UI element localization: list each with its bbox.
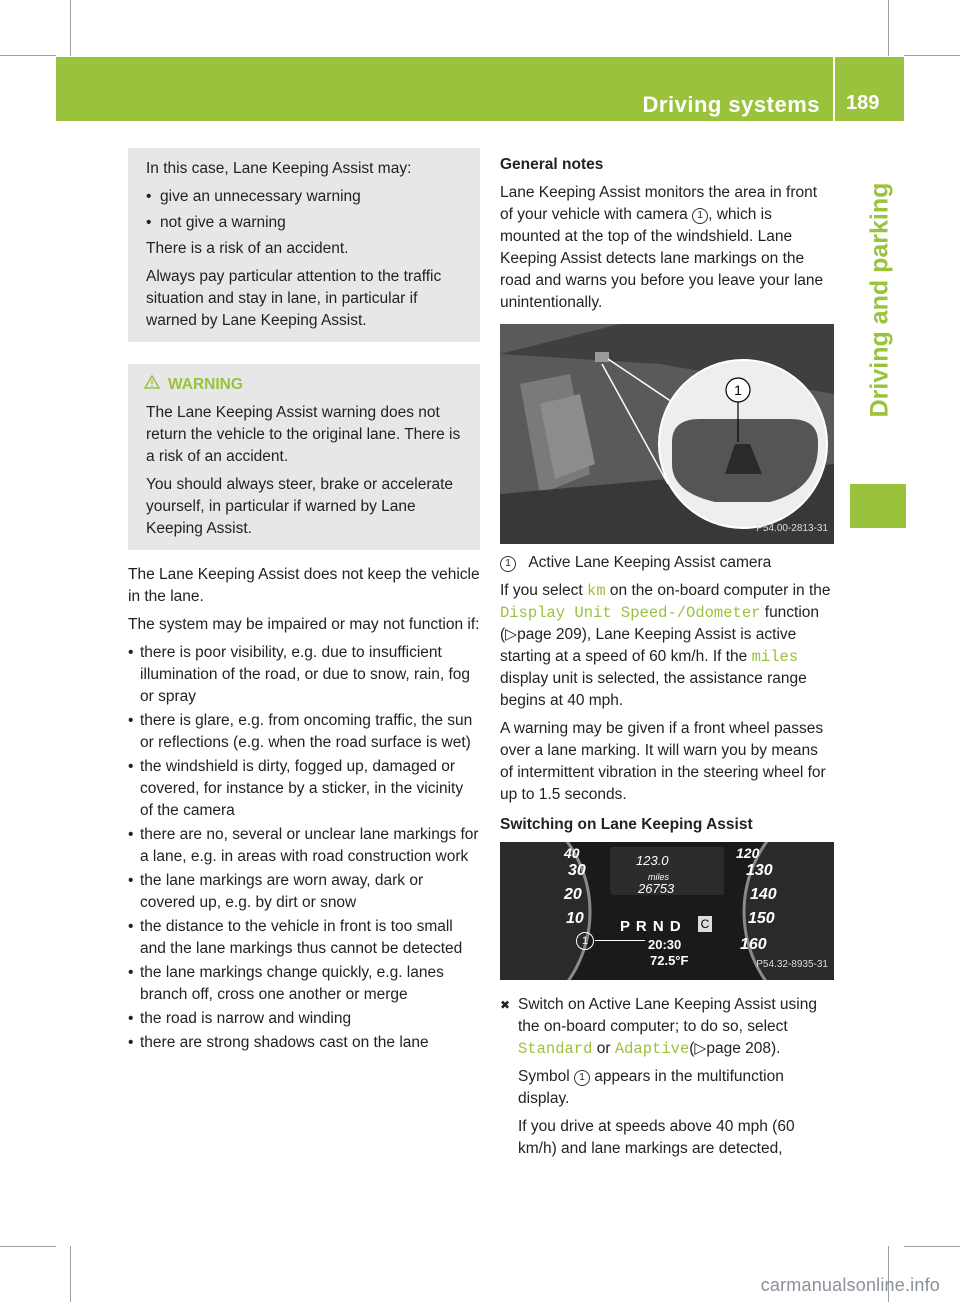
box-bullet-list [146, 186, 468, 234]
list-item: • there are strong shadows cast on the lane [128, 1032, 480, 1054]
gear-box: C [698, 916, 712, 932]
scale-label: 40 [564, 845, 580, 861]
list-item: • the lane markings are worn away, dark or covered up, e.g. by dirt or snow [128, 870, 480, 914]
general-notes-heading: General notes [500, 156, 604, 173]
text-span: Switch on Active Lane Keeping Assist using the on-board computer; to do so, select [518, 996, 817, 1035]
paragraph [500, 580, 834, 712]
image-code: P54.00-2813-31 [756, 523, 828, 534]
callout-line [595, 940, 645, 941]
box-advice: Always pay particular attention to the traffic situation and stay in lane, in particular if warned by Lane Keeping Assist. [146, 268, 442, 329]
box-intro: In this case, Lane Keeping Assist may: [146, 160, 412, 177]
display-km: km [587, 582, 606, 600]
svg-text:1: 1 [734, 382, 742, 398]
cluster-image [500, 842, 834, 980]
page-ref-triangle-icon: ▷ [694, 1040, 707, 1057]
page-ref-triangle-icon: ▷ [505, 626, 518, 643]
list-item: • the distance to the vehicle in front is too small and the lane markings thus cannot be detected [128, 916, 480, 960]
text-span: , which is mounted at the top of the windshield. Lane Keeping Assist detects lane markings on the road and warns you before you leave your lane unintentionally. [500, 206, 824, 311]
text-span: display unit is selected, the assistance range begins at 40 mph. [500, 670, 807, 709]
text-span: ( [689, 1040, 695, 1057]
paragraph: If you drive at speeds above 40 mph (60 km/h) and lane markings are detected, [518, 1118, 795, 1157]
image-code: P54.32-8935-31 [756, 959, 828, 970]
trip-value: 123.0 [636, 853, 669, 868]
warning-box [128, 364, 480, 550]
miles-label: miles [648, 872, 670, 882]
crop-mark [0, 1246, 56, 1247]
display-miles: miles [751, 648, 799, 666]
scale-label: 120 [736, 845, 760, 861]
temp-display: 72.5°F [650, 953, 689, 968]
list-item: • the road is narrow and winding [128, 1008, 480, 1030]
scale-label: 10 [566, 910, 584, 927]
limitations-list [128, 642, 480, 1054]
camera-illustration [500, 324, 834, 544]
text-span: page 208). [706, 1040, 781, 1057]
paragraph [500, 1066, 834, 1110]
section-title: Driving systems [642, 92, 820, 117]
text-span: function ( [500, 604, 820, 643]
switching-heading: Switching on Lane Keeping Assist [500, 816, 753, 833]
display-unit-menu: Display Unit Speed-/Odometer [500, 604, 761, 622]
header-separator [833, 57, 835, 121]
text-span: Lane Keeping Assist monitors the area in front of your vehicle with camera [500, 184, 818, 223]
list-item: • the windshield is dirty, fogged up, damaged or covered, for instance by a sticker, in the vicinity of the camera [128, 756, 480, 822]
warning-title: WARNING [168, 376, 243, 393]
paragraph: A warning may be given if a front wheel passes over a lane marking. It will warn you by means of intermittent vibration in the steering wheel for up to 1.5 seconds. [500, 720, 826, 803]
paragraph: The system may be impaired or may not function if: [128, 616, 480, 633]
callout-1-icon: 1 [574, 1070, 590, 1086]
list-item: • there is poor visibility, e.g. due to insufficient illumination of the road, or due to snow, rain, fog or spray [128, 642, 480, 708]
scale-label: 130 [746, 862, 773, 879]
camera-image [500, 324, 834, 544]
list-item: • the lane markings change quickly, e.g. lanes branch off, cross one another or merge [128, 962, 480, 1006]
text-span: on the on-board computer in the [605, 582, 831, 599]
note-box [128, 148, 480, 342]
scale-label: 30 [568, 862, 586, 879]
warning-heading [146, 374, 468, 396]
list-item: • give an unnecessary warning [146, 186, 468, 208]
list-item: • there is glare, e.g. from oncoming traffic, the sun or reflections (e.g. when the road surface is wet) [128, 710, 480, 754]
image-caption [500, 552, 834, 574]
crop-mark [904, 1246, 960, 1247]
crop-mark [888, 0, 889, 56]
warning-text: The Lane Keeping Assist warning does not return the vehicle to the original lane. There is a risk of an accident. [146, 404, 461, 465]
caption-text: Active Lane Keeping Assist camera [528, 554, 772, 571]
paragraph [500, 182, 834, 314]
list-item: • not give a warning [146, 212, 468, 234]
callout-1-icon: 1 [500, 556, 516, 572]
scale-label: 150 [748, 910, 775, 927]
scale-label: 20 [564, 886, 582, 903]
paragraph: The Lane Keeping Assist does not keep the vehicle in the lane. [128, 566, 480, 605]
side-tab-label: Driving and parking [865, 182, 894, 418]
crop-mark [0, 55, 56, 56]
scale-label: 160 [740, 936, 767, 953]
callout-1-icon: 1 [576, 932, 594, 950]
scale-label: 140 [750, 886, 777, 903]
text-span: appears in the multifunction display. [518, 1068, 784, 1107]
callout-1-icon: 1 [692, 208, 708, 224]
crop-mark [904, 55, 960, 56]
watermark: carmanualsonline.info [760, 1275, 940, 1295]
text-span: Symbol [518, 1068, 574, 1085]
page-number: 189 [846, 92, 880, 114]
time-display: 20:30 [648, 937, 682, 952]
side-tab-block [850, 484, 906, 528]
crop-mark [70, 0, 71, 56]
crop-mark [70, 1246, 71, 1302]
body-text [128, 564, 480, 1054]
text-span: If you select [500, 582, 588, 599]
odometer-value: 26753 [638, 881, 675, 896]
box-risk: There is a risk of an accident. [146, 240, 349, 257]
warning-triangle-icon [144, 374, 160, 396]
right-column [500, 154, 834, 1166]
option-adaptive: Adaptive [614, 1040, 690, 1058]
gear-indicator: P R N D [620, 918, 682, 935]
text-span: or [592, 1040, 615, 1057]
left-column [128, 148, 480, 1056]
list-item: • there are no, several or unclear lane markings for a lane, e.g. in areas with road construction work [128, 824, 480, 868]
warning-text: You should always steer, brake or accelerate yourself, in particular if warned by Lane Keeping Assist. [146, 476, 454, 537]
instruction-step [500, 994, 834, 1060]
option-standard: Standard [518, 1040, 593, 1058]
text-span: page 209), Lane Keeping Assist is active starting at a speed of 60 km/h. If the [500, 626, 797, 665]
